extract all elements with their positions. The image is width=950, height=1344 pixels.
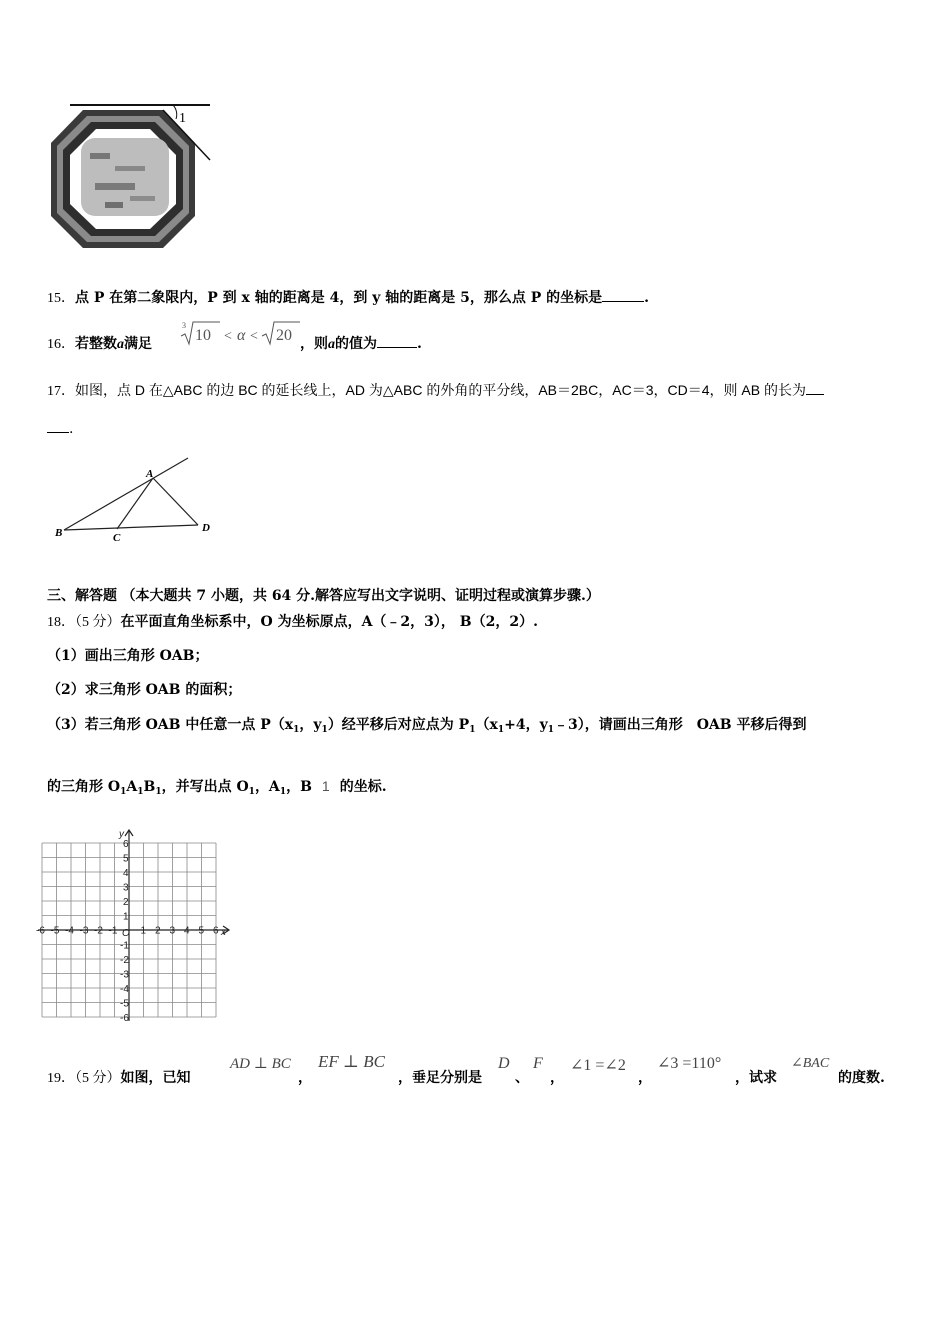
point-a-label: A — [146, 468, 154, 480]
question-text: 点 P 在第二象限内，P 到 x 轴的距离是 4，到 y 轴的距离是 5，那么点 P 的坐标是 — [75, 290, 603, 306]
point-d-symbol: D — [498, 1055, 510, 1072]
answer-blank[interactable] — [602, 289, 644, 302]
coordinate-grid[interactable] — [36, 812, 245, 1030]
question-score: （5 分） — [75, 1071, 121, 1086]
question-number: 18． — [47, 615, 75, 630]
question-text: 如图，点 D 在△ABC 的边 BC 的延长线上，AD 为△ABC 的外角的平分线，AB＝2BC，AC＝3，CD＝4，则 AB 的长为 — [75, 382, 806, 398]
y-tick-label: -6 — [120, 1013, 129, 1024]
octagon-figure — [45, 98, 215, 253]
y-tick-label: -2 — [120, 955, 129, 966]
point-b-label: B — [55, 527, 63, 539]
svg-text:<: < — [224, 329, 232, 344]
origin-label: O — [122, 928, 130, 939]
y-tick-label: 2 — [123, 897, 129, 908]
question-number: 15． — [47, 291, 75, 306]
y-tick-label: 3 — [123, 882, 129, 894]
formula-angle-equal: ∠1 =∠2 — [570, 1057, 626, 1074]
section-3-header — [47, 585, 600, 605]
svg-text:3: 3 — [182, 321, 186, 330]
question-17-cont: . — [47, 420, 73, 437]
x-tick-label: -3 — [79, 925, 89, 937]
svg-text:<: < — [250, 329, 258, 344]
answer-blank[interactable] — [377, 335, 417, 348]
x-tick-label: 6 — [213, 925, 219, 937]
x-tick-label: 2 — [155, 925, 161, 937]
x-tick-label: -6 — [36, 925, 45, 937]
question-number: 16． — [47, 337, 75, 352]
question-18-part3-cont: 的三角形 $O_1A_1B_1$，并写出点 $O_1$，$A_1$，B 1 的坐标. — [47, 778, 387, 797]
x-tick-label: 4 — [184, 925, 190, 937]
angle-1-label: 1 — [179, 111, 186, 126]
x-tick-label: -2 — [94, 925, 103, 937]
section-note: （本大题共 7 小题，共 64 分.解答应写出文字说明、证明过程或演算步骤.） — [121, 588, 600, 604]
x-tick-label: 3 — [169, 925, 176, 937]
question-18-part3: （3）若三角形 OAB 中任意一点 $P(x_1$，$y_1$）经平移后对应点为 $P_1(x_1+4$，$y_1﹣3$），请画出三角形 OAB 平移后得到 — [47, 717, 807, 735]
y-tick-label: 6 — [123, 839, 129, 850]
svg-text:α: α — [237, 327, 246, 344]
inequality-formula — [178, 318, 303, 348]
question-19: 19．（5 分）如图，已知 — [47, 1070, 191, 1086]
formula-angle-bac: ∠BAC — [791, 1056, 830, 1071]
x-tick-label: 1 — [140, 925, 147, 937]
question-15: 15．点 P 在第二象限内，P 到 x 轴的距离是 4，到 y 轴的距离是 5，那么点 P 的坐标是 . — [47, 290, 650, 306]
y-tick-label: -5 — [120, 998, 129, 1010]
y-tick-label: 1 — [123, 911, 129, 923]
point-c-label: C — [113, 532, 121, 544]
svg-text:20: 20 — [276, 327, 292, 344]
y-tick-label: -3 — [120, 969, 129, 981]
section-title: 三、解答题 — [47, 588, 117, 604]
question-17 — [47, 380, 824, 400]
x-tick-label: -1 — [108, 925, 118, 937]
x-tick-label: -5 — [50, 925, 60, 937]
x-axis-label: x — [221, 927, 226, 938]
point-f-symbol: F — [533, 1055, 543, 1072]
svg-text:10: 10 — [195, 327, 211, 344]
question-number: 19． — [47, 1071, 75, 1086]
y-tick-label: 4 — [123, 868, 129, 879]
answer-blank[interactable] — [806, 382, 824, 395]
y-tick-label: -1 — [120, 940, 129, 952]
formula-ef-perp-bc: EF ⊥ BC — [318, 1052, 385, 1071]
grid-labels — [36, 829, 227, 1024]
question-18: 18．（5 分）在平面直角坐标系中，O 为坐标原点，A（﹣2，3）， B（2，2）. — [47, 614, 538, 630]
answer-blank-cont[interactable] — [47, 420, 69, 433]
formula-angle-3: ∠3 =110° — [657, 1055, 722, 1072]
x-tick-label: -4 — [65, 925, 74, 937]
question-18-part2: （2）求三角形 OAB 的面积； — [47, 682, 242, 698]
question-score: （5 分） — [75, 615, 121, 630]
question-number: 17． — [47, 384, 75, 399]
formula-ad-perp-bc: AD ⊥ BC — [230, 1056, 291, 1072]
x-tick-label: 5 — [198, 925, 205, 937]
question-16: 16．若整数a满足 — [47, 336, 152, 352]
question-16-tail: ，则a的值为 . — [300, 336, 422, 352]
y-tick-label: -4 — [120, 984, 129, 995]
y-tick-label: 5 — [123, 853, 129, 865]
y-axis-label: y — [119, 829, 124, 840]
question-18-part1: （1）画出三角形 OAB； — [47, 648, 209, 664]
triangle-figure — [50, 450, 220, 545]
point-d-label: D — [202, 522, 210, 534]
